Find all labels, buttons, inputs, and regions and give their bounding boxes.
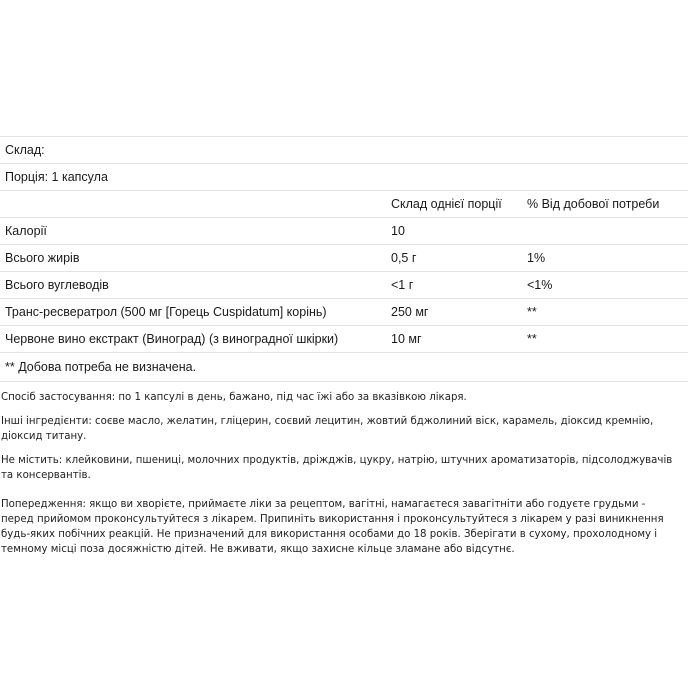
composition-row	[0, 137, 688, 164]
nutrient-name: Всього жирів	[5, 251, 80, 265]
serving-row	[0, 164, 688, 191]
nutrient-daily-value: **	[527, 305, 537, 319]
daily-value-footnote: ** Добова потреба не визначена.	[5, 360, 197, 374]
nutrient-daily-value: **	[527, 332, 537, 346]
nutrient-amount: 10 мг	[391, 332, 422, 346]
nutrient-amount: 10	[391, 224, 405, 238]
footnote-row	[0, 353, 688, 382]
usage-instructions: Спосіб застосування: по 1 капсулі в день, бажано, під час їжі або за вказівкою лікаря.	[1, 392, 467, 403]
nutrient-amount: 0,5 г	[391, 251, 417, 265]
nutrient-name: Червоне вино екстракт (Виноград) (з виноградної шкірки)	[5, 332, 339, 346]
table-row	[0, 218, 688, 245]
other-ingredients: Інші інгредієнти: соєве масло, желатин, гліцерин, соєвий лецитин, жовтий бджолиний віск, карамель, діоксид кремнію, діоксид титану.	[1, 416, 654, 442]
nutrient-daily-value: 1%	[527, 251, 546, 265]
composition-label: Склад:	[5, 143, 45, 157]
table-row	[0, 299, 688, 326]
table-row	[0, 326, 688, 353]
nutrient-amount: <1 г	[391, 278, 414, 292]
nutrient-amount: 250 мг	[391, 305, 429, 319]
supplement-facts-table	[0, 136, 688, 382]
product-notes	[1, 390, 681, 566]
table-row	[0, 245, 688, 272]
per-serving-header: Склад однієї порції	[391, 197, 502, 211]
table-header-row	[0, 191, 688, 218]
nutrient-daily-value: <1%	[527, 278, 553, 292]
serving-size: Порція: 1 капсула	[5, 170, 108, 184]
nutrient-name: Транс-ресвератрол (500 мг [Горець Cuspidatum] корінь)	[5, 305, 327, 319]
nutrient-name: Калорії	[5, 224, 47, 238]
free-of-list: Не містить: клейковини, пшениці, молочних продуктів, дріжджів, цукру, натрію, штучних ароматизаторів, підсолоджувачів та консервантів.	[1, 455, 673, 481]
warning-text: Попередження: якщо ви хворієте, приймаєте ліки за рецептом, вагітні, намагаєтеся завагітніти або годуєте грудьми - перед прийомом проконсультуйтеся з лікарем. Припиніть використання і проконсультуйтеся з лікарем у разі виникнення будь-яких побічних реакцій. Не призначений для використання особами до 18 років. Зберігати в сухому, прохолодному і темному місці поза досяжністю дітей. Не вживати, якщо захисне кільце зламане або відсутнє.	[1, 499, 664, 555]
table-row	[0, 272, 688, 299]
daily-value-header: % Від добової потреби	[527, 197, 660, 211]
nutrient-name: Всього вуглеводів	[5, 278, 109, 292]
